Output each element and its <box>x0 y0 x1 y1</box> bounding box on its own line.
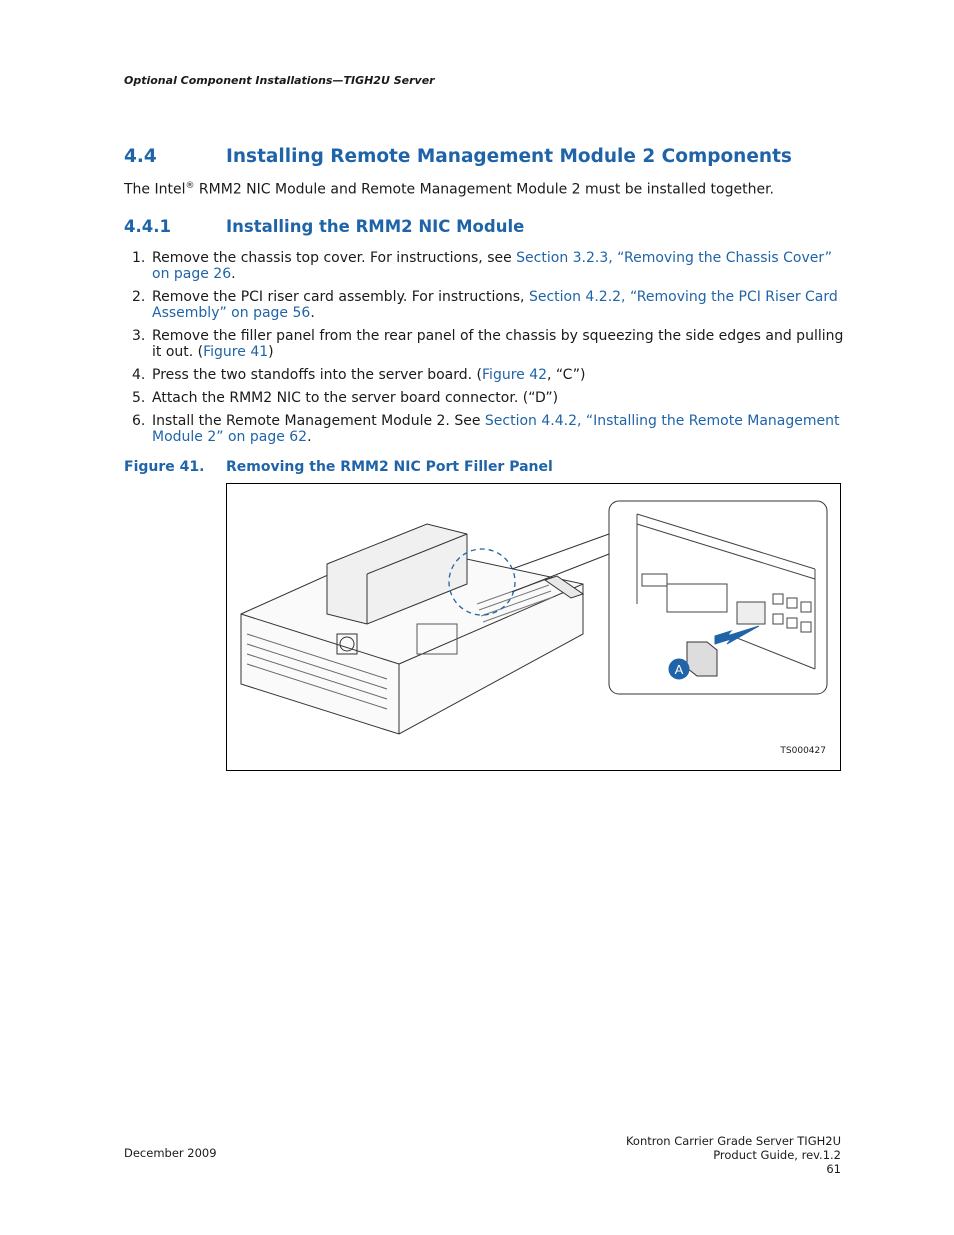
cross-reference-link[interactable]: Section 3.2.3, “Removing the Chassis Cover” on page 26 <box>152 250 832 282</box>
footer-date: December 2009 <box>124 1146 217 1160</box>
step-item <box>124 328 844 360</box>
step-number: 2. <box>132 289 146 305</box>
figure-illustration <box>226 483 841 771</box>
subsection-number: 4.4.1 <box>124 217 171 236</box>
footer-product-info <box>626 1134 841 1176</box>
step-number: 1. <box>132 250 146 266</box>
callout-label-a: A <box>674 662 684 677</box>
step-number: 3. <box>132 328 146 344</box>
intro-paragraph <box>124 181 774 198</box>
intro-text-1: The Intel <box>124 181 186 198</box>
step-item <box>124 413 844 445</box>
figure-title: Removing the RMM2 NIC Port Filler Panel <box>226 459 553 475</box>
step-item <box>124 390 844 406</box>
footer-page-number: 61 <box>826 1162 841 1176</box>
registered-mark: ® <box>185 181 195 191</box>
step-item <box>124 367 844 383</box>
subsection-title: Installing the RMM2 NIC Module <box>226 217 525 236</box>
section-heading <box>124 146 792 167</box>
figure-image-id: TS000427 <box>780 746 826 756</box>
step-text: Remove the filler panel from the rear panel of the chassis by squeezing the side edges and pulling it out. ( <box>152 328 844 360</box>
figure-link[interactable]: Figure 42 <box>482 367 548 383</box>
step-text: Attach the RMM2 NIC to the server board connector. (“D”) <box>152 390 559 406</box>
intro-text-2: RMM2 NIC Module and Remote Management Module 2 must be installed together. <box>194 181 775 198</box>
step-text-end: ) <box>268 344 274 360</box>
step-text-end: . <box>307 429 312 445</box>
step-text-end: . <box>310 305 315 321</box>
running-header: Optional Component Installations—TIGH2U Server <box>124 74 435 87</box>
footer-product-line1: Kontron Carrier Grade Server TIGH2U <box>625 1134 841 1148</box>
section-title: Installing Remote Management Module 2 Components <box>226 146 792 167</box>
step-text-end: , “C”) <box>547 367 586 383</box>
step-number: 6. <box>132 413 146 429</box>
step-text-end: . <box>231 266 236 282</box>
cross-reference-link[interactable]: Section 4.2.2, “Removing the PCI Riser Card Assembly” on page 56 <box>152 289 838 321</box>
chassis-illustration <box>227 484 840 770</box>
figure-number: Figure 41. <box>124 459 205 475</box>
step-number: 5. <box>132 390 146 406</box>
cross-reference-link[interactable]: Section 4.4.2, “Installing the Remote Management Module 2” on page 62 <box>152 413 840 445</box>
subsection-heading <box>124 217 524 236</box>
figure-link[interactable]: Figure 41 <box>203 344 269 360</box>
footer-product-line2: Product Guide, rev.1.2 <box>713 1148 841 1162</box>
step-item <box>124 289 844 321</box>
step-text: Remove the PCI riser card assembly. For instructions, <box>152 289 529 305</box>
step-text: Remove the chassis top cover. For instructions, see <box>152 250 517 266</box>
step-text: Install the Remote Management Module 2. See <box>152 413 485 429</box>
step-text: Press the two standoffs into the server board. ( <box>152 367 483 383</box>
steps-list <box>124 250 844 452</box>
section-number: 4.4 <box>124 146 157 167</box>
step-number: 4. <box>132 367 146 383</box>
figure-caption <box>124 459 553 475</box>
step-item <box>124 250 844 282</box>
